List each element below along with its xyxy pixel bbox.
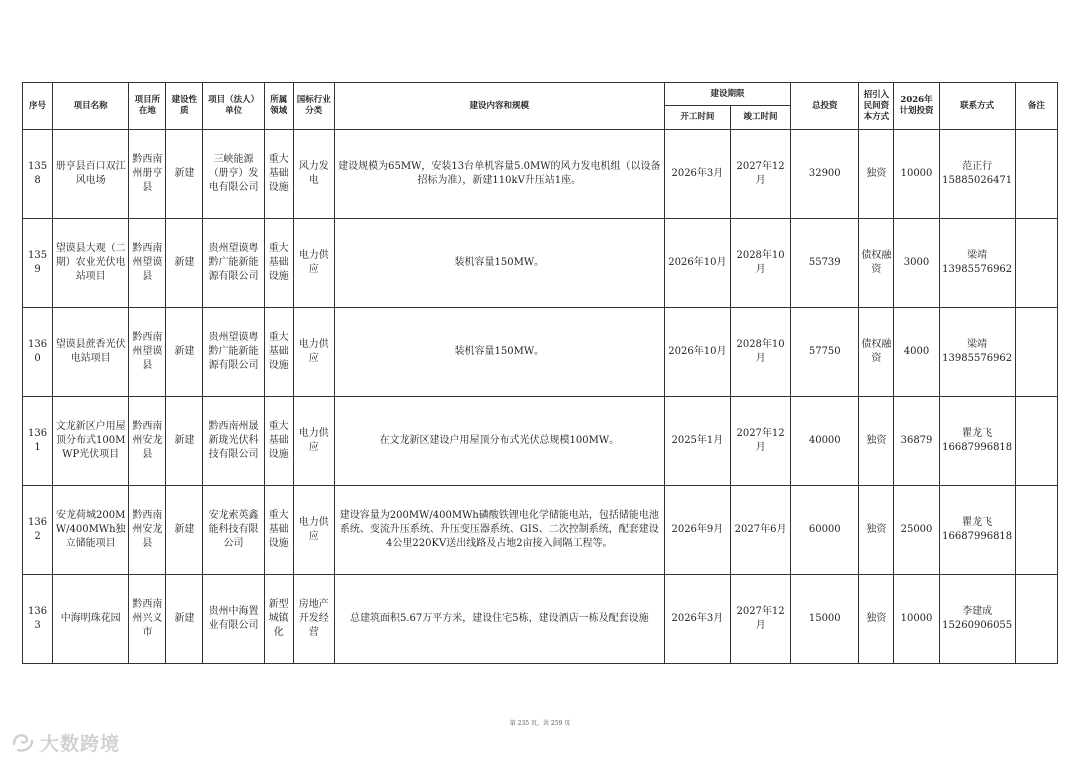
table-row: [23, 575, 1058, 664]
table-row: [23, 219, 1058, 308]
cell-owner: 贵州中海置业有限公司: [203, 575, 264, 664]
cell-end: 2027年12月: [730, 397, 790, 486]
cell-industry: 电力供应: [293, 397, 334, 486]
contact-phone: 15885026471: [942, 175, 1013, 186]
header-start: 开工时间: [664, 106, 730, 130]
cell-industry: 电力供应: [293, 486, 334, 575]
cell-location: 黔西南州册亨县: [129, 130, 166, 219]
contact-name: 瞿龙飞: [962, 517, 993, 528]
contact-name: 梁靖: [967, 339, 988, 350]
header-name: 项目名称: [53, 83, 129, 130]
cell-industry: 电力供应: [293, 219, 334, 308]
cell-capital: 债权融资: [859, 308, 894, 397]
header-nature: 建设性质: [166, 83, 203, 130]
cell-investment: 15000: [791, 575, 859, 664]
page-number: 第 235 页，共 259 页: [509, 720, 571, 727]
cell-domain: 重大基础设施: [264, 486, 293, 575]
header-location: 项目所在地: [129, 83, 166, 130]
cell-start: 2026年3月: [664, 130, 730, 219]
cell-capital: 独资: [859, 397, 894, 486]
cell-investment: 57750: [791, 308, 859, 397]
cell-domain: 重大基础设施: [264, 308, 293, 397]
cell-remarks: [1015, 397, 1057, 486]
cell-industry: 风力发电: [293, 130, 334, 219]
cell-remarks: [1015, 308, 1057, 397]
header-investment: 总投资: [791, 83, 859, 130]
cell-remarks: [1015, 219, 1057, 308]
cell-content: 建设规模为65MW，安装13台单机容量5.0MW的风力发电机组（以设备招标为准），新建110kV升压站1座。: [334, 130, 664, 219]
cell-domain: 新型城镇化: [264, 575, 293, 664]
cell-contact: [939, 308, 1015, 397]
cell-name: 望谟县蔗香光伏电站项目: [53, 308, 129, 397]
table-row: [23, 308, 1058, 397]
cell-remarks: [1015, 575, 1057, 664]
cell-investment: 55739: [791, 219, 859, 308]
header-seq: 序号: [23, 83, 53, 130]
contact-phone: 15260906055: [942, 620, 1013, 631]
cell-start: 2026年10月: [664, 219, 730, 308]
cell-nature: 新建: [166, 575, 203, 664]
cell-plan: 3000: [894, 219, 939, 308]
cell-name: 文龙新区户用屋顶分布式100MWP光伏项目: [53, 397, 129, 486]
cell-contact: [939, 130, 1015, 219]
cell-start: 2025年1月: [664, 397, 730, 486]
cell-plan: 10000: [894, 575, 939, 664]
cell-nature: 新建: [166, 219, 203, 308]
cell-nature: 新建: [166, 130, 203, 219]
header-plan-2026: 2026年计划投资: [894, 83, 939, 130]
header-row: [23, 83, 1058, 106]
cell-name: 册亨县百口双江风电场: [53, 130, 129, 219]
cell-name: 中海明珠花园: [53, 575, 129, 664]
cell-location: 黔西南州望谟县: [129, 308, 166, 397]
cell-contact: [939, 397, 1015, 486]
cell-investment: 60000: [791, 486, 859, 575]
header-period: 建设期限: [664, 83, 790, 106]
cell-plan: 36879: [894, 397, 939, 486]
cell-seq: 1363: [23, 575, 53, 664]
cell-owner: 安龙索英鑫能科技有限公司: [203, 486, 264, 575]
cell-capital: 独资: [859, 486, 894, 575]
cell-start: 2026年3月: [664, 575, 730, 664]
cell-remarks: [1015, 486, 1057, 575]
header-private-capital: 招引入民间资本方式: [859, 83, 894, 130]
cell-seq: 1362: [23, 486, 53, 575]
header-remarks: 备注: [1015, 83, 1057, 130]
watermark-logo: [10, 728, 150, 756]
cell-end: 2028年10月: [730, 308, 790, 397]
cell-end: 2028年10月: [730, 219, 790, 308]
cell-remarks: [1015, 130, 1057, 219]
header-contact: 联系方式: [939, 83, 1015, 130]
cell-owner: 贵州望谟粤黔广能新能源有限公司: [203, 219, 264, 308]
brand-logo-icon: [10, 730, 36, 754]
cell-industry: 房地产开发经营: [293, 575, 334, 664]
contact-name: 范正行: [962, 161, 993, 172]
cell-nature: 新建: [166, 308, 203, 397]
cell-industry: 电力供应: [293, 308, 334, 397]
cell-contact: [939, 219, 1015, 308]
cell-end: 2027年6月: [730, 486, 790, 575]
cell-capital: 独资: [859, 130, 894, 219]
projects-table: [22, 82, 1058, 664]
cell-location: 黔西南州兴义市: [129, 575, 166, 664]
cell-domain: 重大基础设施: [264, 397, 293, 486]
table-row: [23, 130, 1058, 219]
cell-name: 望谟县大观（二期）农业光伏电站项目: [53, 219, 129, 308]
header-industry: 国标行业分类: [293, 83, 334, 130]
table-row: [23, 486, 1058, 575]
cell-domain: 重大基础设施: [264, 130, 293, 219]
cell-end: 2027年12月: [730, 130, 790, 219]
table-row: [23, 397, 1058, 486]
cell-content: 在文龙新区建设户用屋顶分布式光伏总规模100MW。: [334, 397, 664, 486]
cell-contact: [939, 486, 1015, 575]
cell-location: 黔西南州安龙县: [129, 397, 166, 486]
cell-end: 2027年12月: [730, 575, 790, 664]
cell-domain: 重大基础设施: [264, 219, 293, 308]
cell-nature: 新建: [166, 397, 203, 486]
header-end: 竣工时间: [730, 106, 790, 130]
cell-plan: 4000: [894, 308, 939, 397]
contact-phone: 13985576962: [942, 353, 1013, 364]
cell-start: 2026年9月: [664, 486, 730, 575]
cell-plan: 25000: [894, 486, 939, 575]
header-domain: 所属领域: [264, 83, 293, 130]
contact-phone: 13985576962: [942, 264, 1013, 275]
cell-plan: 10000: [894, 130, 939, 219]
cell-start: 2026年10月: [664, 308, 730, 397]
cell-capital: 债权融资: [859, 219, 894, 308]
cell-owner: 黔西南州晟新珑光伏科技有限公司: [203, 397, 264, 486]
contact-phone: 16687996818: [942, 531, 1013, 542]
cell-owner: 三峡能源（册亨）发电有限公司: [203, 130, 264, 219]
cell-content: 装机容量150MW。: [334, 219, 664, 308]
cell-location: 黔西南州安龙县: [129, 486, 166, 575]
cell-contact: [939, 575, 1015, 664]
contact-name: 瞿龙飞: [962, 428, 993, 439]
cell-investment: 40000: [791, 397, 859, 486]
cell-content: 建设容量为200MW/400MWh磷酸铁锂电化学储能电站，包括储能电池系统、变流升压系统、升压变压器系统、GIS、二次控制系统，配套建设4公里220KV送出线路及占地2亩接入间隔工程等。: [334, 486, 664, 575]
cell-content: 装机容量150MW。: [334, 308, 664, 397]
header-owner: 项目（法人）单位: [203, 83, 264, 130]
cell-nature: 新建: [166, 486, 203, 575]
contact-phone: 16687996818: [942, 442, 1013, 453]
cell-location: 黔西南州望谟县: [129, 219, 166, 308]
contact-name: 李建成: [962, 606, 993, 617]
cell-investment: 32900: [791, 130, 859, 219]
cell-owner: 贵州望谟粤黔广能新能源有限公司: [203, 308, 264, 397]
cell-content: 总建筑面积5.67万平方米，建设住宅5栋，建设酒店一栋及配套设施: [334, 575, 664, 664]
header-content: 建设内容和规模: [334, 83, 664, 130]
contact-name: 梁靖: [967, 250, 988, 261]
cell-seq: 1359: [23, 219, 53, 308]
cell-seq: 1361: [23, 397, 53, 486]
cell-seq: 1360: [23, 308, 53, 397]
cell-seq: 1358: [23, 130, 53, 219]
cell-capital: 独资: [859, 575, 894, 664]
cell-name: 安龙荷城200MW/400MWh独立储能项目: [53, 486, 129, 575]
watermark-brand: 大数跨境: [40, 732, 121, 755]
